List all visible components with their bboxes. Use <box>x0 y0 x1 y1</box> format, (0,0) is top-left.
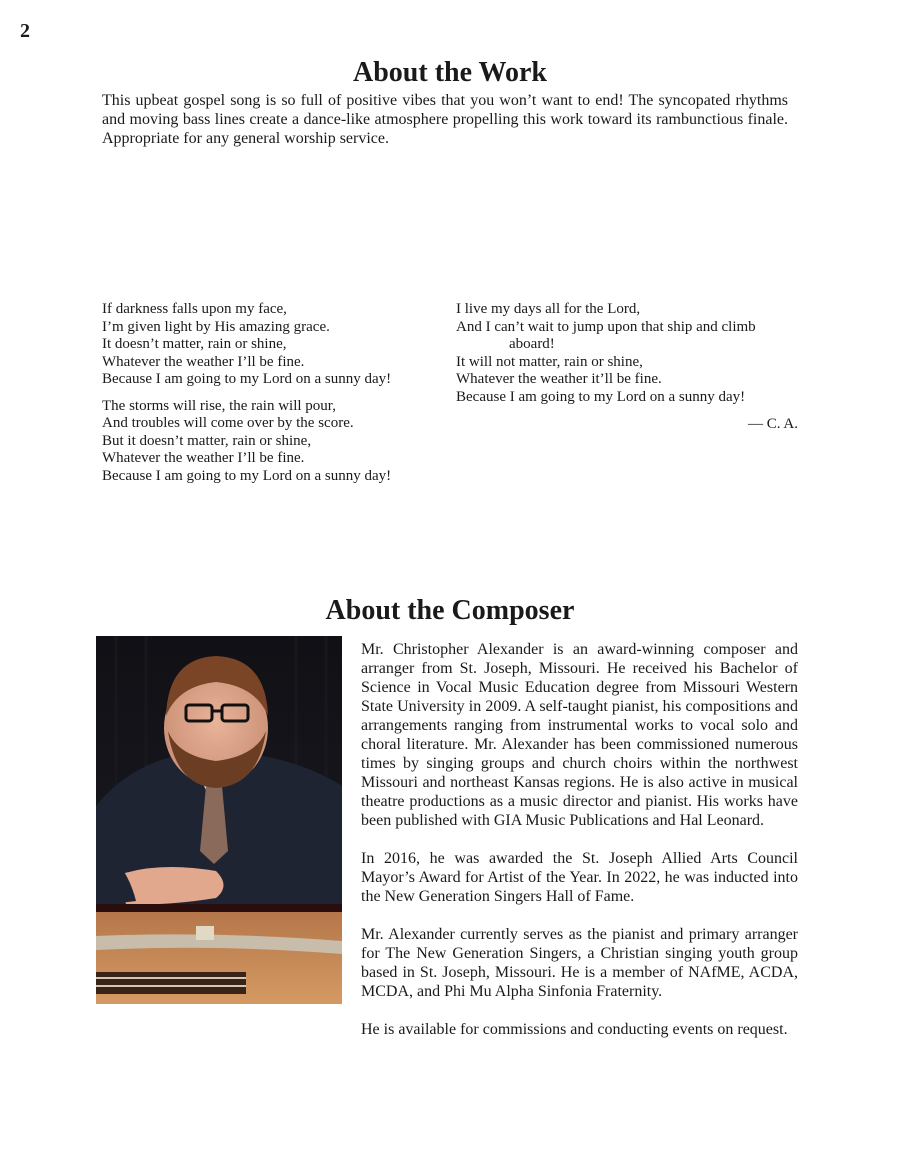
poem-line: But it doesn’t matter, rain or shine, <box>102 432 312 449</box>
poem-line: If darkness falls upon my face, <box>102 301 287 317</box>
bio-paragraph: In 2016, he was awarded the St. Joseph Allied Arts Council Mayor’s Award for Artist of the Year. In 2022, he was inducted into the New Generation Singers Hall of Fame. <box>361 850 798 905</box>
poem-line: Because I am going to my Lord on a sunny day! <box>102 371 392 387</box>
poem-line: Whatever the weather it’ll be fine. <box>456 371 662 387</box>
poem-line: Whatever the weather I’ll be fine. <box>102 353 305 370</box>
work-description: This upbeat gospel song is so full of positive vibes that you won’t want to end! The syncopated rhythms and moving bass lines create a dance-like atmosphere propelling this work toward its rambunctious finale. Appropriate for any general worship service. <box>102 92 788 147</box>
poem-right-column <box>456 301 801 434</box>
poem-line: Because I am going to my Lord on a sunny day! <box>102 467 392 484</box>
poem-line: aboard! <box>509 336 555 352</box>
poem-line: I’m given light by His amazing grace. <box>102 318 330 335</box>
poem-stanza <box>102 301 432 389</box>
poem-line: I live my days all for the Lord, <box>456 301 641 317</box>
poem-line: And I can’t wait to jump upon that ship and climb <box>456 318 756 335</box>
composer-bio <box>361 640 798 1058</box>
about-the-work-heading: About the Work <box>353 57 547 88</box>
about-the-composer-heading: About the Composer <box>325 595 575 626</box>
poem-line: And troubles will come over by the score. <box>102 415 354 431</box>
bio-paragraph: Mr. Alexander currently serves as the pianist and primary arranger for The New Generation Singers, a Christian singing youth group based in St. Joseph, Missouri. He is a member of NAfME, ACDA, MCDA, and Phi Mu Alpha Sinfonia Fraternity. <box>361 926 798 1000</box>
poem-line: The storms will rise, the rain will pour, <box>102 397 336 414</box>
poem-line: It doesn’t matter, rain or shine, <box>102 336 287 352</box>
bio-paragraph: Mr. Christopher Alexander is an award-winning composer and arranger from St. Joseph, Missouri. He received his Bachelor of Science in Vocal Music Education degree from Missouri Western State University in 2009. A self-taught pianist, his compositions and arrangements ranging from instrumental works to vocal solo and choral literature. Mr. Alexander has been commissioned numerous times by singing groups and church choirs within the northwest Missouri and northeast Kansas regions. He is also active in musical theatre productions as a music director and pianist. His works have been published with GIA Music Publications and Hal Leonard. <box>361 641 798 829</box>
poem-stanza <box>456 301 801 406</box>
poem-line: It will not matter, rain or shine, <box>456 353 643 370</box>
poem-left-column <box>102 301 432 494</box>
bio-paragraph: He is available for commissions and conducting events on request. <box>361 1021 788 1038</box>
page-number: 2 <box>20 20 30 42</box>
poem-signature: — C. A. <box>747 416 798 432</box>
poem-line: Because I am going to my Lord on a sunny day! <box>456 388 746 405</box>
poem-line: Whatever the weather I’ll be fine. <box>102 450 305 466</box>
poem-stanza <box>102 398 432 486</box>
composer-photo <box>96 636 342 1004</box>
